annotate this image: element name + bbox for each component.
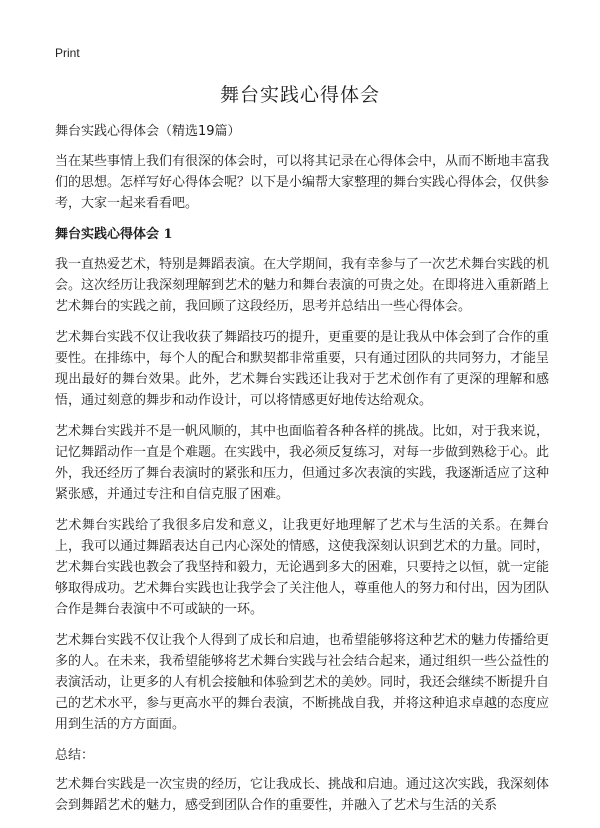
page-title: 舞台实践心得体会 bbox=[219, 84, 380, 106]
body-paragraph-5: 艺术舞台实践不仅让我个人得到了成长和启迪，也希望能够将这种艺术的魅力传播给更多的人。在未来，我希望能够将艺术舞台实践与社会结合起来，通过组织一些公益性的表演活动，让更多的人有机会接触和体验到艺术的美妙。同时，我还会继续不断提升自己的艺术水平，参与更高水平的舞台表演，不断挑战自我，并将这种追求卓越的态度应用到生活的方方面面。 bbox=[55, 633, 550, 732]
article-subtitle: 舞台实践心得体会（精选19篇） bbox=[55, 124, 241, 139]
body-paragraph-3: 艺术舞台实践并不是一帆风顺的，其中也面临着各种各样的挑战。比如，对于我来说，记忆舞蹈动作一直是个难题。在实践中，我必须反复练习，对每一步做到熟稔于心。此外，我还经历了舞台表演时的紧张和压力，但通过多次表演的实践，我逐渐适应了这种紧张感，并通过专注和自信克服了困难。 bbox=[55, 424, 550, 502]
body-paragraph-2: 艺术舞台实践不仅让我收获了舞蹈技巧的提升，更重要的是让我从中体会到了合作的重要性。在排练中，每个人的配合和默契都非常重要，只有通过团队的共同努力，才能呈现出最好的舞台效果。此外，艺术舞台实践还让我对于艺术创作有了更深的理解和感悟，通过刻意的舞步和动作设计，可以将情感更好地传达给观众。 bbox=[55, 330, 550, 408]
body-paragraph-1: 我一直热爱艺术，特别是舞蹈表演。在大学期间，我有幸参与了一次艺术舞台实践的机会。这次经历让我深刻理解到艺术的魅力和舞台表演的可贵之处。在即将进入重新踏上艺术舞台的实践之前，我回顾了这段经历，思考并总结出一些心得体会。 bbox=[55, 257, 550, 314]
print-link[interactable]: Print bbox=[55, 46, 80, 60]
summary-paragraph: 艺术舞台实践是一次宝贵的经历，它让我成长、挑战和启迪。通过这次实践，我深刻体会到舞蹈艺术的魅力，感受到团队合作的重要性，并融入了艺术与生活的关系 bbox=[55, 777, 550, 813]
intro-paragraph: 当在某些事情上我们有很深的体会时，可以将其记录在心得体会中，从而不断地丰富我们的思想。怎样写好心得体会呢？以下是小编帮大家整理的舞台实践心得体会，仅供参考，大家一起来看看吧。 bbox=[55, 154, 550, 211]
article-body bbox=[55, 121, 549, 826]
body-paragraph-4: 艺术舞台实践给了我很多启发和意义，让我更好地理解了艺术与生活的关系。在舞台上，我可以通过舞蹈表达自己内心深处的情感，这使我深刻认识到艺术的力量。同时，艺术舞台实践也教会了我坚持和毅力，无论遇到多大的困难，只要持之以恒，就一定能够取得成功。艺术舞台实践也让我学会了关注他人，尊重他人的努力和付出，因为团队合作是舞台表演中不可或缺的一环。 bbox=[55, 518, 550, 617]
section-heading: 舞台实践心得体会 1 bbox=[55, 227, 173, 242]
summary-label: 总结： bbox=[55, 748, 95, 763]
